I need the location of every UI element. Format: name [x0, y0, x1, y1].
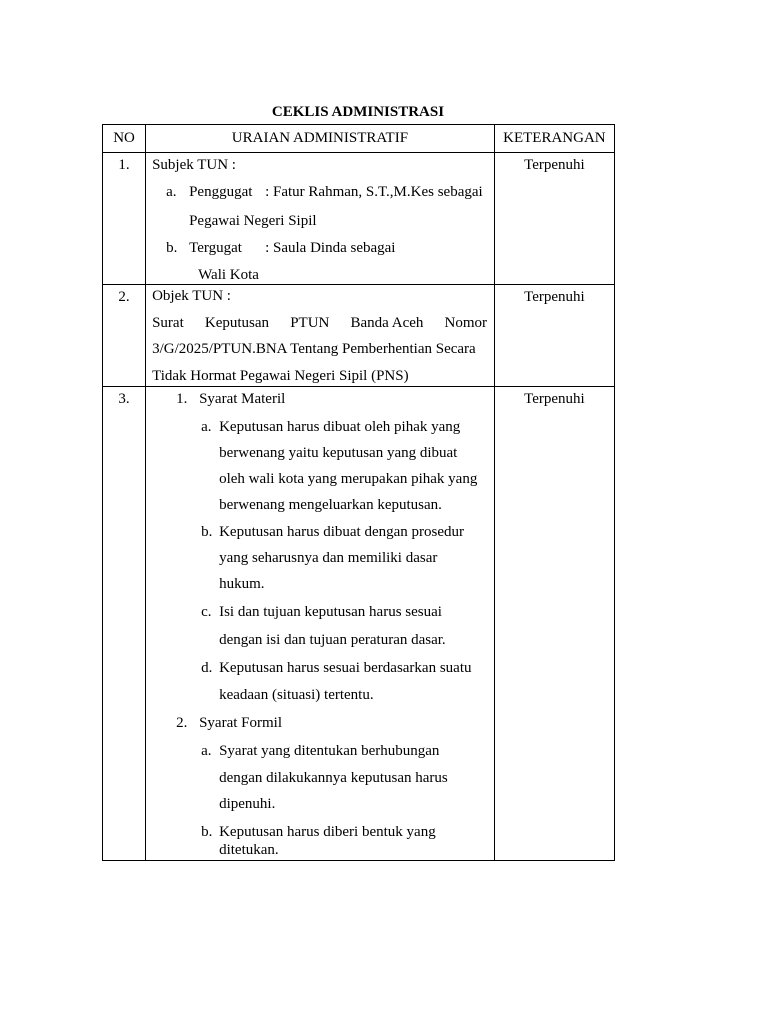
item-line: berwenang yaitu keputusan yang dibuat	[219, 445, 458, 461]
table-row	[103, 387, 615, 861]
party-value: : Saula Dinda sebagai	[265, 240, 396, 256]
item-line: Syarat yang ditentukan berhubungan	[219, 743, 440, 759]
item-line: Isi dan tujuan keputusan harus sesuai	[219, 604, 442, 620]
section-title: Syarat Formil	[199, 715, 282, 731]
header-keterangan: KETERANGAN	[494, 125, 614, 153]
item-line: ditetukan.	[219, 842, 279, 858]
item-line: oleh wali kota yang merupakan pihak yang	[219, 471, 478, 487]
row-number: 2.	[103, 285, 146, 387]
table-header-row	[103, 125, 615, 153]
item-line: keadaan (situasi) tertentu.	[219, 687, 374, 703]
text-line: 3/G/2025/PTUN.BNA Tentang Pemberhentian Secara	[152, 341, 476, 357]
row-heading: Subjek TUN :	[152, 157, 236, 173]
document-title: CEKLIS ADMINISTRASI	[271, 104, 445, 120]
section-title: Syarat Materil	[199, 391, 286, 407]
row-heading: Objek TUN :	[152, 288, 231, 304]
list-marker: a.	[201, 419, 212, 435]
uraian-cell	[146, 387, 495, 861]
list-marker: d.	[201, 660, 213, 676]
item-line: dipenuhi.	[219, 796, 276, 812]
uraian-cell	[146, 285, 495, 387]
item-line: yang seharusnya dan memiliki dasar	[219, 550, 438, 566]
list-marker: b.	[201, 824, 213, 840]
row-number: 3.	[103, 387, 146, 861]
party-value-cont: Wali Kota	[198, 267, 259, 283]
word: PTUN	[290, 315, 330, 331]
word: Surat	[152, 315, 184, 331]
item-line: dengan dilakukannya keputusan harus	[219, 770, 448, 786]
item-line: berwenang mengeluarkan keputusan.	[219, 497, 442, 513]
header-no: NO	[103, 125, 146, 153]
item-line: Keputusan harus dibuat oleh pihak yang	[219, 419, 461, 435]
party-value: : Fatur Rahman, S.T.,M.Kes sebagai	[265, 184, 483, 200]
justified-line	[152, 315, 487, 332]
item-line: dengan isi dan tujuan peraturan dasar.	[219, 632, 446, 648]
word: Banda Aceh	[350, 315, 424, 331]
checklist-table	[102, 124, 615, 861]
party-label: Penggugat	[189, 184, 253, 200]
item-line: Keputusan harus diberi bentuk yang	[219, 824, 436, 840]
list-marker: b.	[166, 240, 178, 256]
item-line: Keputusan harus sesuai berdasarkan suatu	[219, 660, 472, 676]
table-row	[103, 285, 615, 387]
table-row	[103, 153, 615, 285]
list-marker: c.	[201, 604, 212, 620]
party-value-cont: Pegawai Negeri Sipil	[189, 213, 317, 229]
list-marker: b.	[201, 524, 213, 540]
item-line: Keputusan harus dibuat dengan prosedur	[219, 524, 465, 540]
header-uraian: URAIAN ADMINISTRATIF	[146, 125, 495, 153]
item-line: hukum.	[219, 576, 265, 592]
word: Nomor	[444, 315, 488, 331]
party-label: Tergugat	[189, 240, 242, 256]
keterangan-cell: Terpenuhi	[494, 387, 614, 861]
section-marker: 1.	[176, 391, 188, 407]
list-marker: a.	[201, 743, 212, 759]
row-number: 1.	[103, 153, 146, 285]
keterangan-cell: Terpenuhi	[494, 153, 614, 285]
text-line: Tidak Hormat Pegawai Negeri Sipil (PNS)	[152, 368, 409, 384]
word: Keputusan	[204, 315, 270, 331]
keterangan-cell: Terpenuhi	[494, 285, 614, 387]
section-marker: 2.	[176, 715, 188, 731]
uraian-cell	[146, 153, 495, 285]
list-marker: a.	[166, 184, 177, 200]
